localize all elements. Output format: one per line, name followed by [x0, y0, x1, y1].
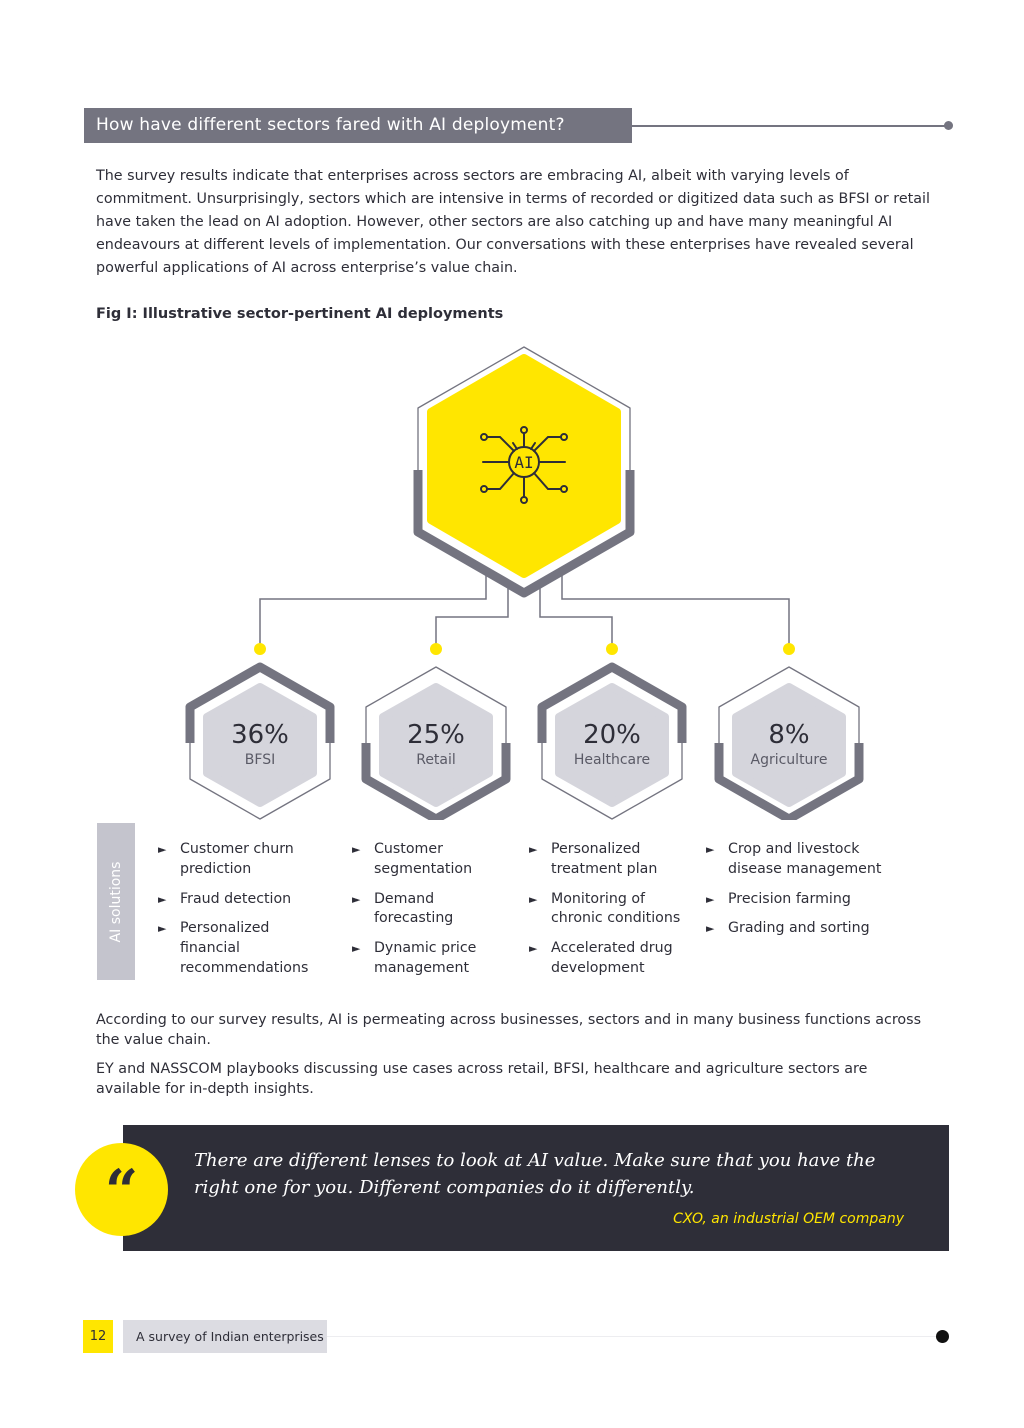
list-item: ► Personalized financial recommendations: [158, 920, 309, 976]
sector-percentage: 36%: [231, 720, 289, 750]
ai-solutions-text: AI solutions: [108, 861, 124, 942]
solutions-list-retail: [349, 840, 509, 989]
footer-dot: [936, 1330, 949, 1343]
arrow-bullet-icon: ►: [158, 843, 167, 856]
list-item: ► Accelerated drug development: [529, 940, 673, 976]
connector-dots: [254, 643, 795, 655]
sector-stat-healthcare: [552, 720, 672, 768]
ai-solutions-label: [97, 823, 135, 980]
list-item: ► Customer segmentation: [352, 841, 473, 877]
footer-rule: [327, 1336, 939, 1337]
arrow-bullet-icon: ►: [529, 843, 538, 856]
list-item: ► Dynamic price management: [352, 940, 477, 976]
intro-paragraph: The survey results indicate that enterprises across sectors are embracing AI, albeit with varying levels of commitment. Unsurprisingly, sectors which are intensive in terms of recorded or digitized data such as BFSI or retail have taken the lead on AI adoption. However, other sectors are also catching up and have many meaningful AI endeavours at different levels of implementation. Our conversations with these enterprises have revealed several powerful applications of AI across enterprise’s value chain.: [96, 168, 930, 276]
sector-name: BFSI: [244, 752, 276, 768]
solutions-list-healthcare: [526, 840, 701, 989]
sector-name: Retail: [416, 752, 456, 768]
sector-diagram: [0, 340, 1024, 820]
list-item: ► Grading and sorting: [703, 919, 883, 939]
arrow-bullet-icon: ►: [706, 892, 715, 906]
arrow-bullet-icon: ►: [158, 892, 167, 906]
list-item: ► Personalized treatment plan: [529, 841, 658, 877]
page-number: 12: [83, 1320, 113, 1353]
sector-percentage: 20%: [583, 720, 641, 750]
quote-text: There are different lenses to look at AI value. Make sure that you have the right one for you. Different companies do it differently.: [194, 1150, 876, 1198]
footer-title: A survey of Indian enterprises: [123, 1320, 327, 1353]
header-rule-dot: [944, 121, 953, 130]
list-item: ► Demand forecasting: [352, 890, 454, 927]
list-item: ► Crop and livestock disease management: [706, 841, 882, 877]
arrow-bullet-icon: ►: [352, 942, 361, 956]
list-item: ► Fraud detection: [155, 890, 325, 910]
list-item: ► Customer churn prediction: [158, 841, 294, 877]
sector-stat-retail: [376, 720, 496, 768]
arrow-bullet-icon: ►: [529, 942, 538, 956]
arrow-bullet-icon: ►: [352, 892, 361, 906]
quote-circle: [75, 1143, 168, 1236]
sector-percentage: 25%: [407, 720, 465, 750]
arrow-bullet-icon: ►: [529, 892, 538, 906]
ai-icon-text: AI: [514, 453, 534, 472]
arrow-bullet-icon: ►: [352, 843, 361, 856]
solutions-list-bfsi: [155, 840, 325, 989]
arrow-bullet-icon: ►: [706, 922, 715, 936]
sector-stat-bfsi: [200, 720, 320, 768]
body-paragraph-2: EY and NASSCOM playbooks discussing use cases across retail, BFSI, healthcare and agriculture sectors are available for in-depth insights.: [96, 1061, 868, 1097]
sector-name: Healthcare: [573, 752, 651, 768]
list-item: ► Monitoring of chronic conditions: [529, 890, 681, 927]
sector-name: Agriculture: [750, 752, 828, 768]
sector-stat-agriculture: [729, 720, 849, 768]
section-header: How have different sectors fared with AI deployment?: [84, 108, 632, 143]
quote-attribution: CXO, an industrial OEM company: [673, 1211, 904, 1227]
sector-percentage: 8%: [768, 720, 810, 750]
list-item: ► Precision farming: [703, 890, 883, 910]
arrow-bullet-icon: ►: [706, 843, 715, 856]
body-paragraph-1: According to our survey results, AI is permeating across businesses, sectors and in many business functions across the value chain.: [96, 1012, 922, 1048]
header-rule: [632, 125, 948, 127]
figure-caption: Fig I: Illustrative sector-pertinent AI deployments: [96, 306, 504, 322]
quote-mark-icon: “: [104, 1157, 139, 1225]
arrow-bullet-icon: ►: [158, 922, 167, 936]
connector-lines: [260, 568, 789, 645]
solutions-list-agriculture: [703, 840, 883, 949]
